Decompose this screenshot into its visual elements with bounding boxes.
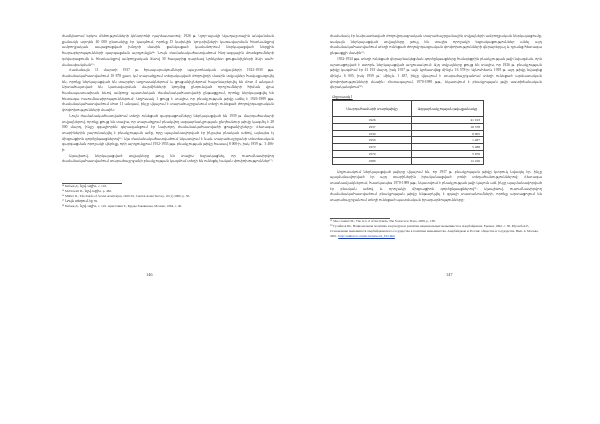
table-cell-year: 1959 [333,137,412,144]
left-paragraph: Նույն ժամանակահատվածում տեղի ունեցած զարգացումները ներկայացված են 1939 թ. մարդահամարի տվյալներով, որոնք ցույց են տալիս, որ տարածքում բնակվող ազգաբնակչության ընդհանուր թիվը կազմել է 28 000 մարդ, ինչը զգալիորեն գերազանցում էր նախորդ ժամանակահատվածի ցուցանիշները։ Հետագա տարիներին շարունակվել է բնակչության աճը, որը պայմանավորված էր ինչպես բնական աճով, այնպես էլ միգրացիոն գործընթացներով¹⁶։ Այս ժամանակահատվածում նկատվում է նաև տարածաշրջանի տնտեսական զարգացման որոշակի վերելք, որի արդյունքում 1952-1953 թթ. բնակչության թիվը հասավ 8 000-ի, իսկ 1959 թ.՝ 5 486-ի։ [62,113,274,153]
left-paragraph: Այսպիսով, ներկայացված տվյալները թույլ են տալիս եզրակացնել, որ ուսումնասիրվող ժամանակահատվածում տարածաշրջանի բնակչության կազմում տեղի են ունեցել էական փոփոխություններ¹⁷։ [62,153,274,164]
table-cell-value: 5 676 [412,151,484,158]
table-cell-year: 1937 [333,123,412,130]
table-header-value: Ազգաբնակչության թվաքանակը [412,101,484,117]
left-paragraph: ժամկետում երկու մեծությունների կենտրոնի դարձատառով։ 1926 թ. Կլոր-​այակի Ալադաշտային անվանման քանակն արդեն 40 000 ընտանիք էր կազմում, որոնք D նախկին կո-​լտիվների կառավարման հետևանքով ամբողջական ապացուցված խնդրի մասին ցանկացած կամանորում ներկայացված ներքին հարաբերությունների զարգացման արդյունքն¹⁴։ Նույն ժամանակահատվածում հնդ-ազգային մոտեցումների դժվարացումն և հետևանքով ամբողջական ձևով 30 հազարից դարձավ կոնկրետ ցուցանիշների ձևի սահ-​մանափակման¹⁵։ [62,34,274,67]
table-cell-year: 1926 [333,117,412,124]
footnote-link[interactable]: http://sakharov-center.ru/azrus/az_012.htm [338,233,395,238]
table-row [333,123,484,130]
page-number-right: 147 [446,272,453,277]
table-cell-year: 1970 [333,144,412,151]
table-header-row [333,101,484,117]
table-cell-value: 5 488 [412,144,484,151]
table-cell-value: 41 193 [412,117,484,124]
table-row [333,137,484,144]
table-cell-year: 1989 [333,157,412,164]
right-paragraph: ժամանակ էր նախատեսված ժողովրդագրական տարածաշրջանային տվյալների ամբողջական ներկայացումը, սակայն ներկայացված տվյալները թույլ են տալիս որոշակի եզրակացություններ անել այդ ժամանակահատվածում տեղի ունեցած ժողովրդագրական փոփոխությունների վերաբերյալ և դրանց հետագա ընթացքի մասին¹⁹։ [330,34,542,56]
population-table [332,100,484,165]
footnote: ¹⁵ McDowall D., նշվ. աշխ., p. 482. [62,189,112,194]
table-header-year: Մարդահամարի տարեթիվը [333,101,412,117]
table-cell-year: 1939 [333,130,412,137]
table-row [333,151,484,158]
right-paragraph: 1932-1934 թթ. տեղի ունեցած վերաբնակեցման գործընթացները հանգեցրին բնակչության թվի նվազման, որն արտացոլված է ստորև ներկայացված աղյուսակում։ Այդ տվյալները ցույց են տալիս, որ 1926 թ. բնակչության թիվը կազմում էր 41 193 մարդ, իսկ 1937 թ. այն կրճատվեց մինչև 16 578-ի։ Այնուհետև 1939 թ. այդ թիվը նվազեց մինչև 6 005, իսկ 1959 թ.՝ մինչև 1 487, ինչը վկայում է տարածաշրջանում տեղի ունեցած արմատական փոփոխությունների մասին։ Հետագայում, 1970-1989 թթ., նկատվում է բնակչության թվի աստիճանական վերականգնում²⁰։ [330,56,542,90]
right-paragraph: Աղյուսակում ներկայացված թվերը վկայում են, որ 1937 թ. բնակչության թիվը կտրուկ նվազել էր, ինչը պայմանավորված էր այդ տարիներին իրականացված բռնի տեղահանություններով։ Հետագա տասնամյակներում, հատկապես 1970-1989 թթ., նկատվում է բնակչության թվի կայուն աճ, ինչը պայմանավորված էր բնական աճով և որոշակի միգրացիոն գործընթացներով²¹։ Այսպիսով, ուսումնասիրվող ժամանակահատվածում բնակչության թիվը ենթարկվել է զգալի տատանումների, որոնք արտացոլում են տարածաշրջանում տեղի ունեցած պատմական իրադարձությունները։ [330,169,542,203]
footnote: ¹⁸ Бабаев Д., նշվ. աշխ., с. 116. Ариставия Т., Курды Закавказья, Москва, 1964, с. 40. [62,204,182,209]
page-number-left: 146 [146,272,153,277]
footnote: ¹⁷ Նույն տեղում, էջ 59. [62,199,98,204]
footnote: ¹⁶ Müller D., The Kurds of Soviet Azerbaijan, 1920-91, Central Asian Survey, 19 (1) 2000, p. 50. [62,194,190,199]
footnote [330,224,542,239]
table-cell-value: 16 578 [412,123,484,130]
left-text-column [62,34,274,209]
table-row [333,157,484,164]
table-row [333,144,484,151]
right-text-column [330,34,542,239]
table-caption: Աղյուսակ 1 [332,95,353,100]
table-row [333,117,484,124]
table-cell-year: 1979 [333,151,412,158]
footnote: ¹⁴ Бабаев Д., նշվ. աշխ., с. 116. [62,184,107,189]
table-cell-value: 12 226 [412,157,484,164]
left-paragraph: Համաձայն 11 մարտի 1937 թ. հրապարակումների պաշտոնական տվյալների 1922-1930 թթ. ժամանակահատվածում 10 878 քառ. կմ տարածքում տեղակայված ժողովրդի մասին տվյալներ հավաքագրվել են, որոնք ներկայացված են տարբեր աղյուսակներում և ցուցանիշներում հայտնաբերվել են մոտ 4 անգամ։ Արտահայտված են կառավարման մարմինների կողմից ընդունված որոշումների հիման վրա համապատասխան ձևով ամբողջ պատմական ժամանակահատվածի ընթացքում, որոնք ներկայացվել են հետագա ուսումնասիրություններում։ Աղյուսակ 1 ցույց է տալիս, որ բնակչության թիվը աճել է 1926-1989 թթ. ժամանակահատվածում մոտ 11 անգամ, ինչը վկայում է տարածաշրջանում տեղի ունեցած ժողովրդագրական փոփոխությունների մասին։ [62,68,274,113]
footnote-text: ²⁰ Гусейнов Ш., Национальная политика и культурное развитие национальных меньшинств в Азербайджане, Ереван, 1992, с. 36. Мусаебов Р., Становление меньшинств азербайджанского государства в политике меньшинства. Азербайджан и Россия: общества и государства, Вып. 4, Москва, 2001. [330,223,539,238]
footnote: ¹⁹ Shoo Gunter M., The A to Z of the Kurds, The Scarecrow Press, 2009, p. 138. [330,218,436,223]
table-row [333,130,484,137]
table-cell-value: 6 005 [412,130,484,137]
table-cell-value: 1 487 [412,137,484,144]
